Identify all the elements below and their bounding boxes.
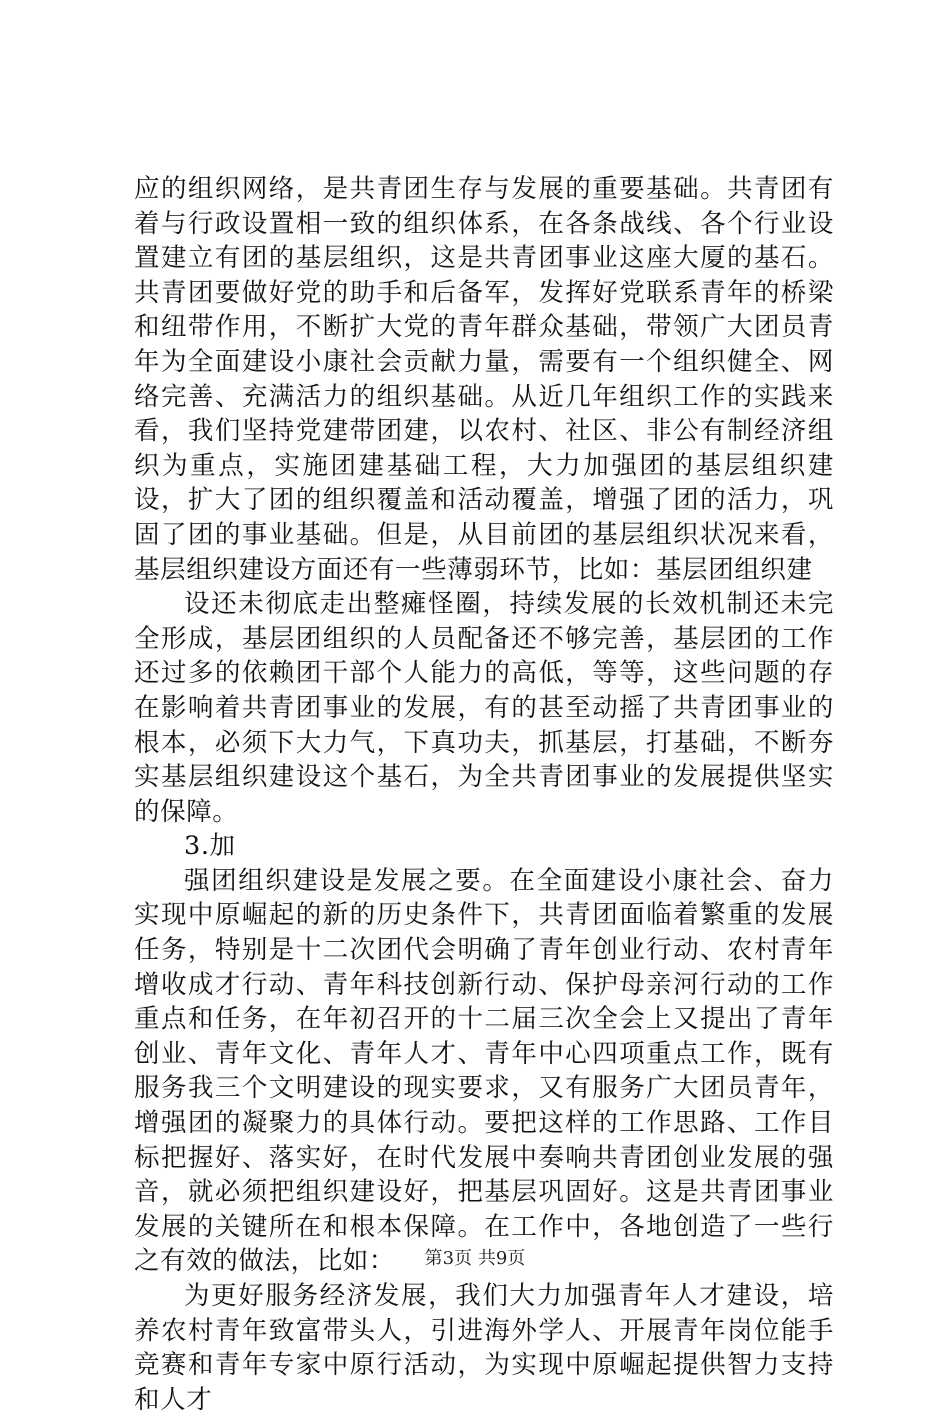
paragraph-4: 为更好服务经济发展，我们大力加强青年人才建设，培养农村青年致富带头人，引进海外学人、开展青年岗位能手竞赛和青年专家中原行活动，为实现中原崛起提供智力支持和人才: [134, 1281, 834, 1415]
paragraph-2: 设还未彻底走出整瘫怪圈，持续发展的长效机制还未完全形成，基层团组织的人员配备还不够完善，基层团的工作还过多的依赖团干部个人能力的高低，等等，这些问题的存在影响着共青团事业的发展，有的甚至动摇了共青团事业的根本，必须下大力气，下真功夫，抓基层，打基础，不断夯实基层组织建设这个基石，为全共青团事业的发展提供坚实的保障。: [134, 589, 834, 827]
page-footer: 第3页 共9页: [424, 1248, 526, 1269]
paragraph-1: 应的组织网络，是共青团生存与发展的重要基础。共青团有着与行政设置相一致的组织体系，在各条战线、各个行业设置建立有团的基层组织，这是共青团事业这座大厦的基石。共青团要做好党的助手和后备军，发挥好党联系青年的桥梁和纽带作用，不断扩大党的青年群众基础，带领广大团员青年为全面建设小康社会贡献力量，需要有一个组织健全、网络完善、充满活力的组织基础。从近几年组织工作的实践来看，我们坚持党建带团建，以农村、社区、非公有制经济组织为重点，实施团建基础工程，大力加强团的基层组织建设，扩大了团的组织覆盖和活动覆盖，增强了团的活力，巩固了团的事业基础。但是，从目前团的基层组织状况来看，基层组织建设方面还有一些薄弱环节，比如：基层团组织建: [134, 174, 834, 585]
document-body: [134, 172, 834, 1417]
paragraph-3: 强团组织建设是发展之要。在全面建设小康社会、奋力实现中原崛起的新的历史条件下，共青团面临着繁重的发展任务，特别是十二次团代会明确了青年创业行动、农村青年增收成才行动、青年科技创新行动、保护母亲河行动的工作重点和任务，在年初召开的十二届三次全会上又提出了青年创业、青年文化、青年人才、青年中心四项重点工作，既有服务我三个文明建设的现实要求，又有服务广大团员青年，增强团的凝聚力的具体行动。要把这样的工作思路、工作目标把握好、落实好，在时代发展中奏响共青团创业发展的强音，就必须把组织建设好，把基层巩固好。这是共青团事业发展的关键所在和根本保障。在工作中，各地创造了一些行之有效的做法，比如：: [134, 865, 834, 1277]
section-number: 3.加: [184, 831, 236, 862]
